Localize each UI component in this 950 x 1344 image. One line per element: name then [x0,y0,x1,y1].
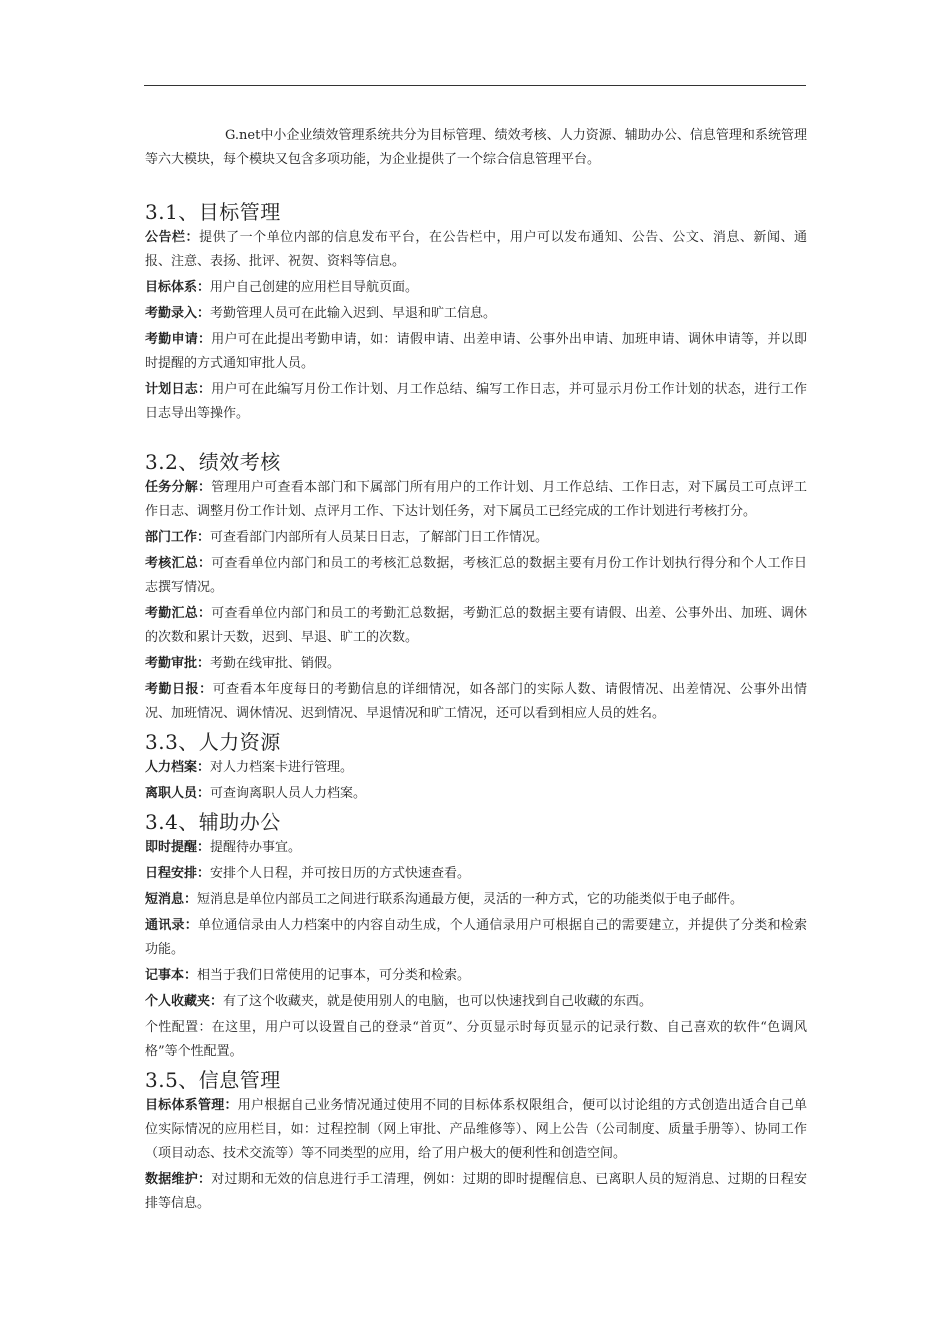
item-text: 对过期和无效的信息进行手工清理，例如：过期的即时提醒信息、已离职人员的短消息、过期的日程安排等信息。 [145,1172,807,1211]
item-term: 离职人员： [145,786,211,801]
item-text: 考勤在线审批、销假。 [210,656,341,671]
item-paragraph [145,652,807,676]
item-text: 管理用户可查看本部门和下属部门所有用户的工作计划、月工作总结、工作日志，对下属员工可点评工作日志、调整月份工作计划、点评月工作、下达计划任务，对下属员工已经完成的工作计划进行考核打分。 [145,480,807,519]
section-heading: 3.5、信息管理 [145,1068,281,1092]
section-3-5 [145,1066,807,1216]
item-paragraph [145,914,807,962]
item-term: 日程安排： [145,866,211,881]
item-term: 目标体系管理： [145,1098,238,1113]
section-3-1 [145,198,807,426]
item-text: 相当于我们日常使用的记事本，可分类和检索。 [197,968,471,983]
item-term: 公告栏： [145,230,200,245]
item-term: 人力档案： [145,760,211,775]
item-text: 用户根据自己业务情况通过使用不同的目标体系权限组合，便可以讨论组的方式创造出适合自己单位实际情况的应用栏目，如：过程控制（网上审批、产品维修等）、网上公告（公司制度、质量手册等）、协同工作（项目动态、技术交流等）等不同类型的应用，给了用户极大的便利性和创造空间。 [145,1098,807,1161]
document-body [145,124,807,1218]
section-3-3 [145,728,807,806]
item-term: 考勤录入： [145,306,211,321]
item-text: 可查询离职人员人力档案。 [210,786,367,801]
item-paragraph [145,888,807,912]
item-paragraph [145,602,807,650]
item-paragraph [145,378,807,426]
item-text: 可查看单位内部门和员工的考勤汇总数据，考勤汇总的数据主要有请假、出差、公事外出、加班、调休的次数和累计天数，迟到、早退、旷工的次数。 [145,606,807,645]
item-paragraph [145,1016,807,1064]
section-heading: 3.2、绩效考核 [145,450,281,474]
item-text: 单位通信录由人力档案中的内容自动生成，个人通信录用户可根据自己的需要建立，并提供了分类和检索功能。 [145,918,807,957]
item-term: 数据维护： [145,1172,212,1187]
header-rule [144,85,806,86]
item-paragraph [145,1094,807,1166]
item-paragraph [145,476,807,524]
item-text: 对人力档案卡进行管理。 [210,760,354,775]
item-paragraph [145,302,807,326]
item-term: 短消息： [145,892,198,907]
item-term: 考勤审批： [145,656,211,671]
item-text: 用户可在此提出考勤申请，如：请假申请、出差申请、公事外出申请、加班申请、调休申请等，并以即时提醒的方式通知审批人员。 [145,332,807,371]
item-text: 短消息是单位内部员工之间进行联系沟通最方便，灵活的一种方式，它的功能类似于电子邮件。 [197,892,744,907]
item-term: 计划日志： [145,382,212,397]
item-text: 用户自己创建的应用栏目导航页面。 [210,280,419,295]
item-paragraph [145,836,807,860]
item-paragraph [145,276,807,300]
item-term: 考勤汇总： [145,606,212,621]
item-text: 可查看部门内部所有人员某日日志，了解部门日工作情况。 [210,530,549,545]
item-text: 安排个人日程，并可按日历的方式快速查看。 [210,866,471,881]
item-term: 个人收藏夹： [145,994,224,1009]
item-text: 提供了一个单位内部的信息发布平台，在公告栏中，用户可以发布通知、公告、公文、消息、新闻、通报、注意、表扬、批评、祝贺、资料等信息。 [145,230,807,269]
item-term: 任务分解： [145,480,212,495]
item-text: 考勤管理人员可在此输入迟到、早退和旷工信息。 [210,306,497,321]
item-text: 可查看单位内部门和员工的考核汇总数据，考核汇总的数据主要有月份工作计划执行得分和个人工作日志撰写情况。 [145,556,807,595]
item-paragraph [145,756,807,780]
item-term: 记事本： [145,968,198,983]
section-heading: 3.3、人力资源 [145,730,281,754]
item-text: 用户可在此编写月份工作计划、月工作总结、编写工作日志，并可显示月份工作计划的状态，进行工作日志导出等操作。 [145,382,807,421]
item-term: 即时提醒： [145,840,211,855]
item-text: 提醒待办事宜。 [210,840,302,855]
item-paragraph [145,862,807,886]
item-paragraph [145,678,807,726]
item-paragraph [145,526,807,550]
section-3-4 [145,808,807,1064]
item-term: 考核汇总： [145,556,212,571]
item-term: 考勤日报： [145,682,213,697]
item-text: 可查看本年度每日的考勤信息的详细情况，如各部门的实际人数、请假情况、出差情况、公事外出情况、加班情况、调休情况、迟到情况、早退情况和旷工情况，还可以看到相应人员的姓名。 [145,682,807,721]
item-term: 通讯录： [145,918,198,933]
section-spacer [145,428,807,448]
item-paragraph [145,1168,807,1216]
section-heading: 3.4、辅助办公 [145,810,281,834]
section-3-2 [145,448,807,726]
intro-paragraph: G.net中小企业绩效管理系统共分为目标管理、绩效考核、人力资源、辅助办公、信息管理和系统管理等六大模块，每个模块又包含多项功能，为企业提供了一个综合信息管理平台。 [145,128,807,167]
item-paragraph [145,226,807,274]
item-text: 个性配置：在这里，用户可以设置自己的登录“首页”、分页显示时每页显示的记录行数、自己喜欢的软件“色调风格”等个性配置。 [145,1020,807,1059]
item-paragraph [145,328,807,376]
item-term: 部门工作： [145,530,211,545]
item-term: 考勤申请： [145,332,212,347]
item-paragraph [145,964,807,988]
item-term: 目标体系： [145,280,211,295]
item-text: 有了这个收藏夹，就是使用别人的电脑，也可以快速找到自己收藏的东西。 [223,994,653,1009]
item-paragraph [145,782,807,806]
item-paragraph [145,552,807,600]
section-heading: 3.1、目标管理 [145,200,281,224]
item-paragraph [145,990,807,1014]
